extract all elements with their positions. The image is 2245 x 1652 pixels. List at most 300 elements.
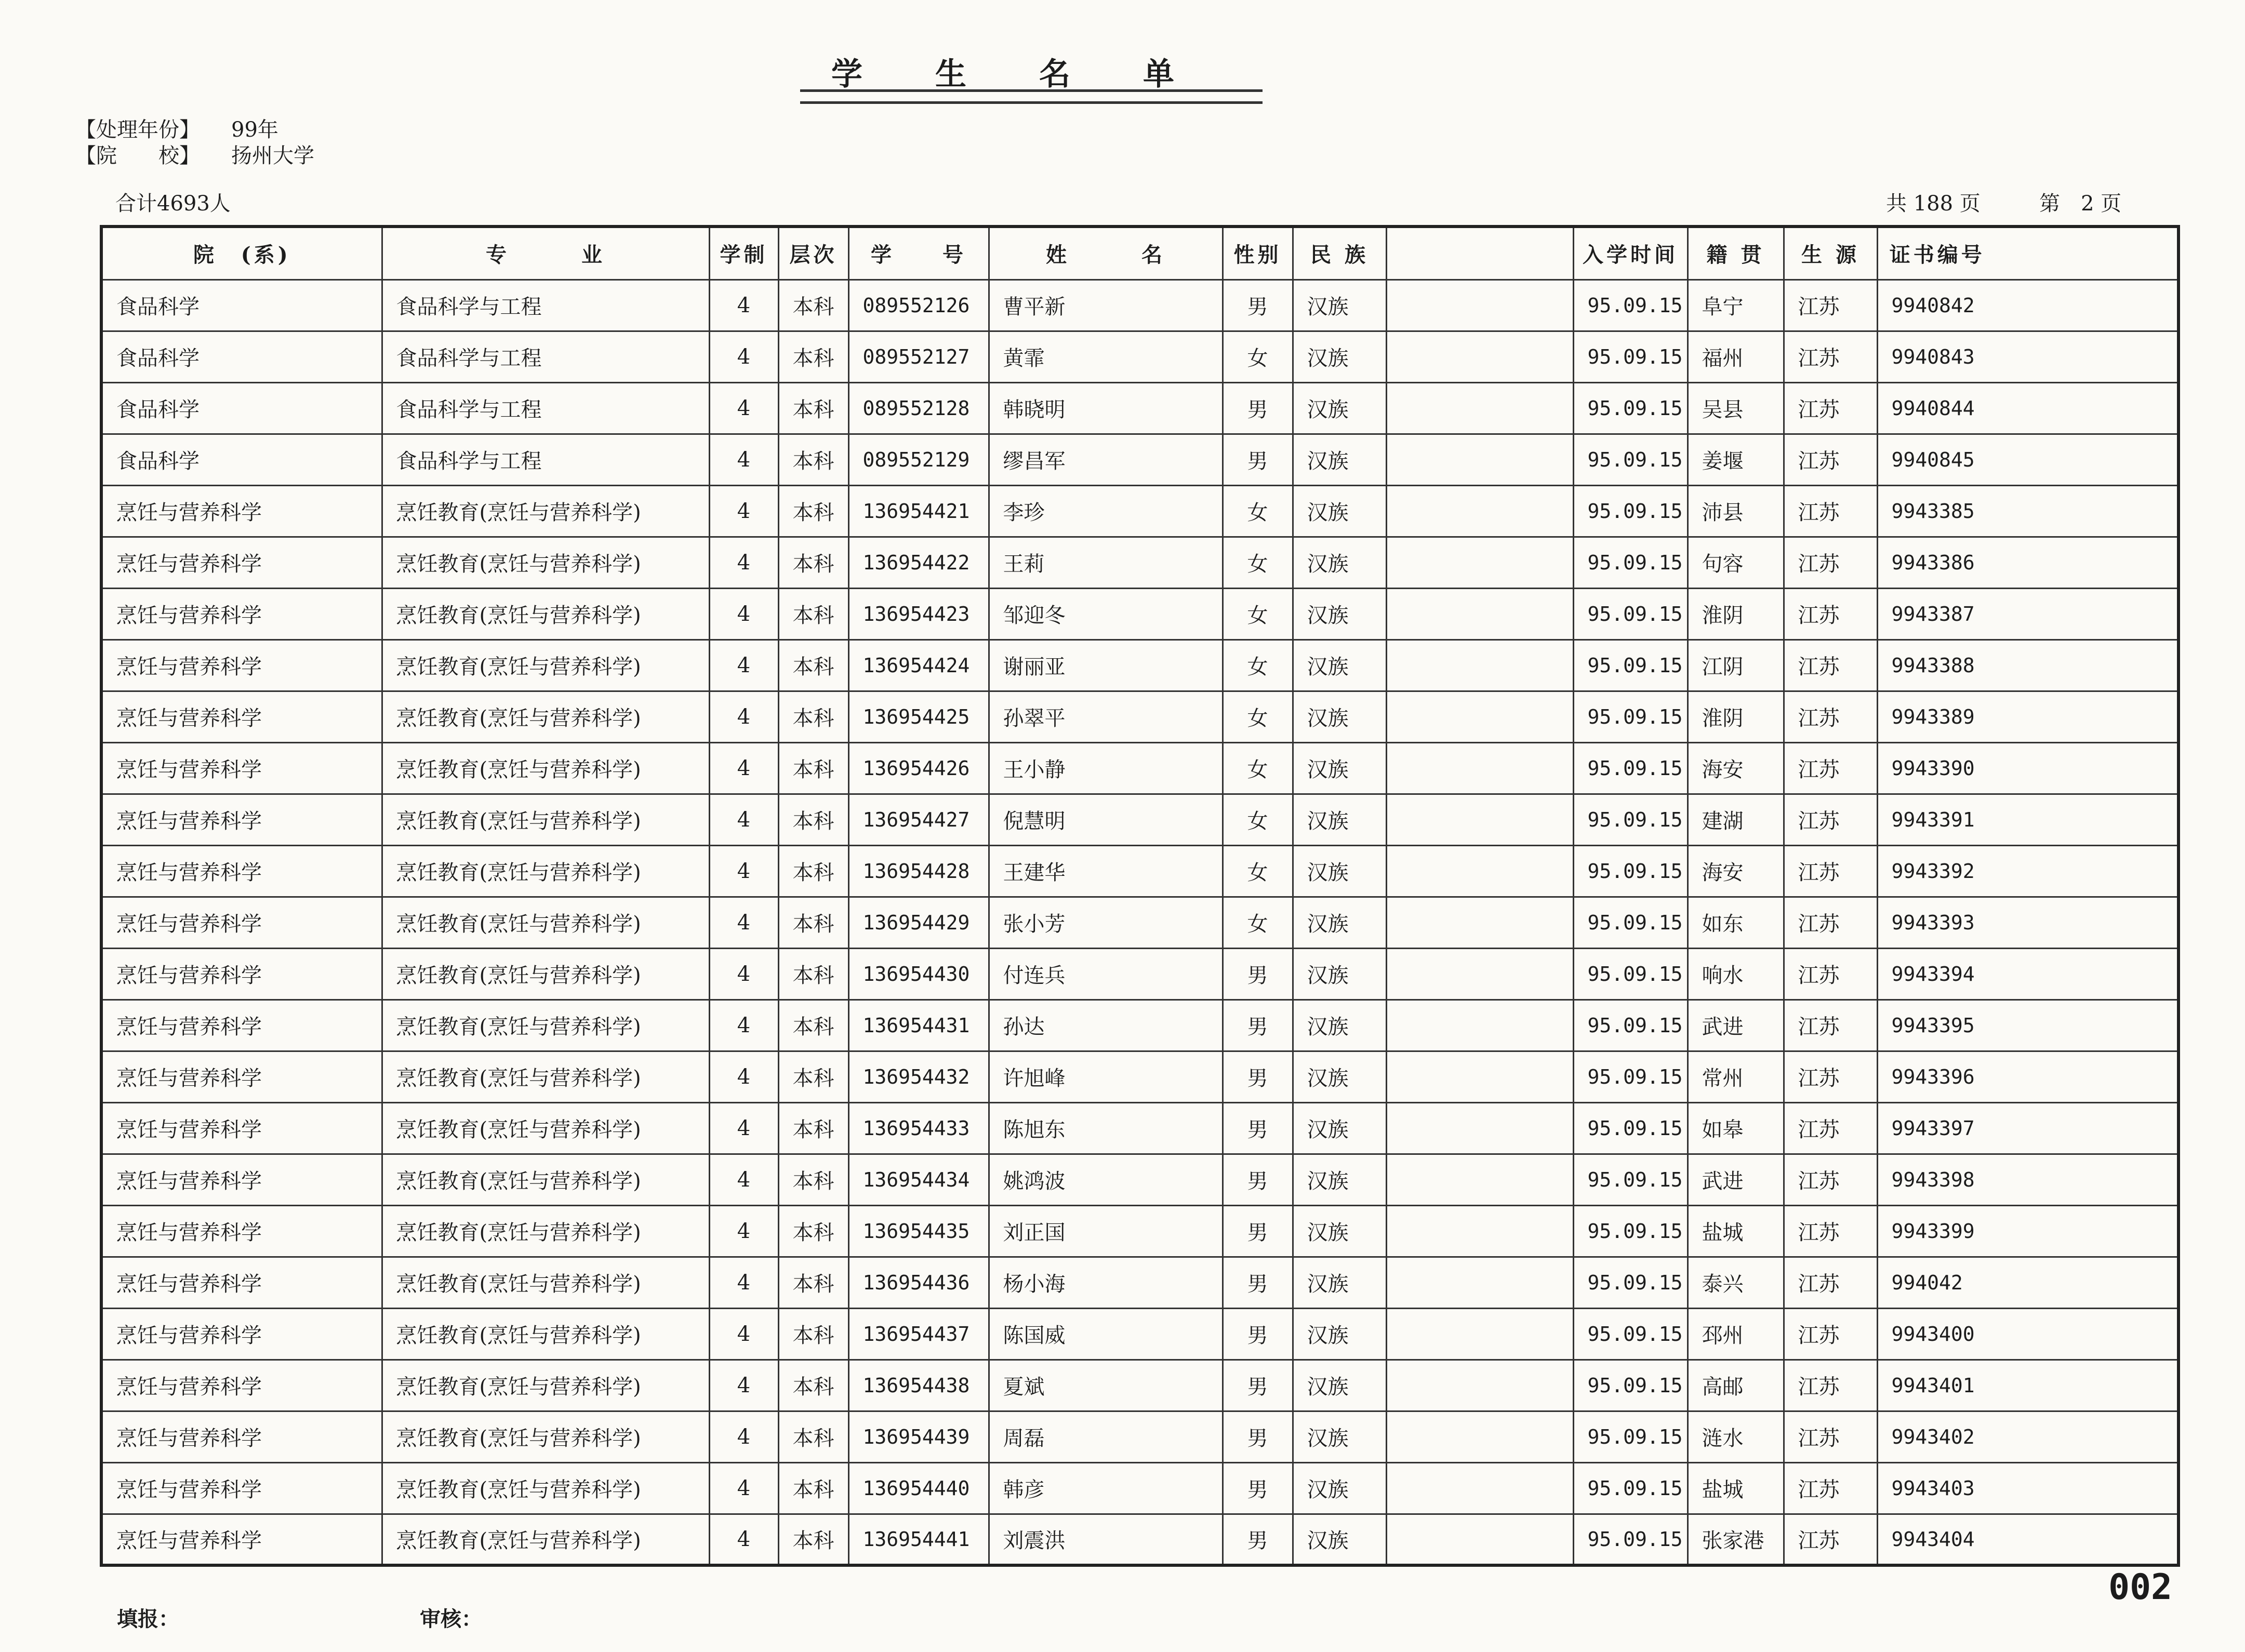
- cell-blank: [1386, 434, 1573, 485]
- cell-certificate-no: 9943393: [1877, 897, 1997, 948]
- cell-blank: [1386, 1154, 1573, 1205]
- cell-gender: 女: [1223, 640, 1293, 691]
- cell-blank: [1386, 331, 1573, 382]
- cell-origin: 江苏: [1784, 1360, 1877, 1411]
- school-label: 【院 校】: [75, 144, 200, 168]
- cell-level: 本科: [778, 1360, 848, 1411]
- table-row: [101, 434, 2178, 485]
- cell-enroll-date: 95.09.15: [1573, 742, 1688, 794]
- cell-blank: [1386, 485, 1573, 537]
- cell-ethnicity: 汉族: [1293, 845, 1386, 897]
- cell-enroll-date: 95.09.15: [1573, 1102, 1688, 1154]
- cell-native-place: 泰兴: [1688, 1257, 1784, 1308]
- cell-ethnicity: 汉族: [1293, 640, 1386, 691]
- cell-department: 烹饪与营养科学: [101, 691, 382, 742]
- cell-enroll-date: 95.09.15: [1573, 485, 1688, 537]
- cell-native-place: 建湖: [1688, 794, 1784, 845]
- cell-student-id: 136954434: [848, 1154, 989, 1205]
- cell-enroll-date: 95.09.15: [1573, 1308, 1688, 1360]
- cell-gender: 女: [1223, 897, 1293, 948]
- cell-department: 烹饪与营养科学: [101, 1051, 382, 1102]
- cell-student-id: 136954423: [848, 588, 989, 640]
- cell-origin: 江苏: [1784, 640, 1877, 691]
- cell-level: 本科: [778, 640, 848, 691]
- table-row: [101, 742, 2178, 794]
- cell-gender: 女: [1223, 794, 1293, 845]
- cell-name: 许旭峰: [989, 1051, 1223, 1102]
- cell-student-id: 136954436: [848, 1257, 989, 1308]
- cell-major: 烹饪教育(烹饪与营养科学): [382, 1360, 709, 1411]
- cell-enroll-date: 95.09.15: [1573, 1411, 1688, 1462]
- cell-certificate-no: 9943400: [1877, 1308, 1997, 1360]
- cell-filler: [1997, 382, 2178, 434]
- table-row: [101, 845, 2178, 897]
- cell-ethnicity: 汉族: [1293, 1051, 1386, 1102]
- cell-level: 本科: [778, 897, 848, 948]
- cell-native-place: 句容: [1688, 537, 1784, 588]
- cell-name: 李珍: [989, 485, 1223, 537]
- cell-name: 韩彦: [989, 1462, 1223, 1514]
- cell-origin: 江苏: [1784, 279, 1877, 331]
- cell-gender: 女: [1223, 537, 1293, 588]
- cell-filler: [1997, 1051, 2178, 1102]
- cell-name: 曹平新: [989, 279, 1223, 331]
- cell-name: 孙达: [989, 1000, 1223, 1051]
- cell-gender: 男: [1223, 1308, 1293, 1360]
- cell-blank: [1386, 1514, 1573, 1565]
- table-row: [101, 485, 2178, 537]
- cell-student-id: 089552129: [848, 434, 989, 485]
- cell-level: 本科: [778, 948, 848, 1000]
- cell-student-id: 136954438: [848, 1360, 989, 1411]
- cell-gender: 男: [1223, 1154, 1293, 1205]
- cell-duration: 4: [709, 897, 778, 948]
- cell-major: 食品科学与工程: [382, 279, 709, 331]
- table-row: [101, 331, 2178, 382]
- cell-origin: 江苏: [1784, 1257, 1877, 1308]
- cell-blank: [1386, 1257, 1573, 1308]
- cell-enroll-date: 95.09.15: [1573, 331, 1688, 382]
- cell-name: 陈旭东: [989, 1102, 1223, 1154]
- cell-duration: 4: [709, 1257, 778, 1308]
- cell-level: 本科: [778, 588, 848, 640]
- cell-blank: [1386, 948, 1573, 1000]
- cell-department: 烹饪与营养科学: [101, 1000, 382, 1051]
- cell-native-place: 武进: [1688, 1000, 1784, 1051]
- cell-student-id: 136954431: [848, 1000, 989, 1051]
- cell-duration: 4: [709, 1205, 778, 1257]
- cell-certificate-no: 9943396: [1877, 1051, 1997, 1102]
- school-value: 扬州大学: [231, 144, 314, 168]
- cell-filler: [1997, 537, 2178, 588]
- cell-major: 烹饪教育(烹饪与营养科学): [382, 897, 709, 948]
- header-gender: 性别: [1223, 227, 1293, 279]
- cell-origin: 江苏: [1784, 691, 1877, 742]
- cell-ethnicity: 汉族: [1293, 1205, 1386, 1257]
- table-row: [101, 794, 2178, 845]
- cell-certificate-no: 9943403: [1877, 1462, 1997, 1514]
- cell-native-place: 阜宁: [1688, 279, 1784, 331]
- cell-student-id: 136954425: [848, 691, 989, 742]
- cell-major: 烹饪教育(烹饪与营养科学): [382, 485, 709, 537]
- cell-blank: [1386, 897, 1573, 948]
- cell-gender: 男: [1223, 1411, 1293, 1462]
- cell-major: 烹饪教育(烹饪与营养科学): [382, 845, 709, 897]
- cell-ethnicity: 汉族: [1293, 279, 1386, 331]
- header-origin: 生 源: [1784, 227, 1877, 279]
- table-row: [101, 948, 2178, 1000]
- cell-student-id: 136954435: [848, 1205, 989, 1257]
- cell-duration: 4: [709, 588, 778, 640]
- table-header-row: [101, 227, 2178, 279]
- header-ethnicity: 民 族: [1293, 227, 1386, 279]
- header-department: 院 (系): [101, 227, 382, 279]
- cell-origin: 江苏: [1784, 588, 1877, 640]
- cell-enroll-date: 95.09.15: [1573, 1514, 1688, 1565]
- cell-department: 烹饪与营养科学: [101, 1102, 382, 1154]
- table-row: [101, 1154, 2178, 1205]
- year-label: 【处理年份】: [75, 118, 200, 142]
- cell-gender: 男: [1223, 279, 1293, 331]
- cell-level: 本科: [778, 1462, 848, 1514]
- cell-filler: [1997, 742, 2178, 794]
- cell-native-place: 涟水: [1688, 1411, 1784, 1462]
- table-row: [101, 691, 2178, 742]
- cell-filler: [1997, 331, 2178, 382]
- cell-certificate-no: 9940845: [1877, 434, 1997, 485]
- cell-level: 本科: [778, 1205, 848, 1257]
- cell-student-id: 136954428: [848, 845, 989, 897]
- cell-filler: [1997, 1308, 2178, 1360]
- cell-native-place: 张家港: [1688, 1514, 1784, 1565]
- cell-certificate-no: 9943387: [1877, 588, 1997, 640]
- cell-department: 食品科学: [101, 382, 382, 434]
- cell-enroll-date: 95.09.15: [1573, 1051, 1688, 1102]
- cell-level: 本科: [778, 1257, 848, 1308]
- cell-certificate-no: 9943388: [1877, 640, 1997, 691]
- cell-name: 陈国威: [989, 1308, 1223, 1360]
- cell-student-id: 136954437: [848, 1308, 989, 1360]
- cell-gender: 男: [1223, 1257, 1293, 1308]
- cell-student-id: 136954441: [848, 1514, 989, 1565]
- cell-duration: 4: [709, 1360, 778, 1411]
- cell-native-place: 盐城: [1688, 1205, 1784, 1257]
- cell-name: 谢丽亚: [989, 640, 1223, 691]
- cell-department: 烹饪与营养科学: [101, 845, 382, 897]
- page-number: 002: [2108, 1567, 2172, 1608]
- total-count: 合计4693人: [115, 192, 231, 216]
- table-row: [101, 1462, 2178, 1514]
- cell-gender: 女: [1223, 742, 1293, 794]
- cell-blank: [1386, 1205, 1573, 1257]
- cell-certificate-no: 9943398: [1877, 1154, 1997, 1205]
- cell-student-id: 136954439: [848, 1411, 989, 1462]
- cell-gender: 女: [1223, 331, 1293, 382]
- cell-name: 夏斌: [989, 1360, 1223, 1411]
- cell-name: 周磊: [989, 1411, 1223, 1462]
- cell-certificate-no: 9943395: [1877, 1000, 1997, 1051]
- cell-name: 张小芳: [989, 897, 1223, 948]
- cell-enroll-date: 95.09.15: [1573, 948, 1688, 1000]
- cell-filler: [1997, 485, 2178, 537]
- cell-level: 本科: [778, 1102, 848, 1154]
- cell-origin: 江苏: [1784, 485, 1877, 537]
- cell-origin: 江苏: [1784, 1102, 1877, 1154]
- cell-blank: [1386, 1411, 1573, 1462]
- cell-certificate-no: 9940843: [1877, 331, 1997, 382]
- cell-ethnicity: 汉族: [1293, 537, 1386, 588]
- cell-certificate-no: 9943404: [1877, 1514, 1997, 1565]
- cell-name: 付连兵: [989, 948, 1223, 1000]
- cell-native-place: 福州: [1688, 331, 1784, 382]
- table-row: [101, 1308, 2178, 1360]
- cell-native-place: 如东: [1688, 897, 1784, 948]
- table-row: [101, 897, 2178, 948]
- student-roster-table: [100, 225, 2180, 1567]
- cell-native-place: 响水: [1688, 948, 1784, 1000]
- cell-major: 烹饪教育(烹饪与营养科学): [382, 1051, 709, 1102]
- cell-duration: 4: [709, 1462, 778, 1514]
- cell-major: 食品科学与工程: [382, 434, 709, 485]
- cell-major: 食品科学与工程: [382, 382, 709, 434]
- cell-origin: 江苏: [1784, 1411, 1877, 1462]
- cell-enroll-date: 95.09.15: [1573, 1205, 1688, 1257]
- cell-ethnicity: 汉族: [1293, 897, 1386, 948]
- cell-student-id: 136954422: [848, 537, 989, 588]
- cell-enroll-date: 95.09.15: [1573, 1360, 1688, 1411]
- cell-duration: 4: [709, 948, 778, 1000]
- cell-ethnicity: 汉族: [1293, 1102, 1386, 1154]
- cell-gender: 女: [1223, 691, 1293, 742]
- cell-major: 烹饪教育(烹饪与营养科学): [382, 1308, 709, 1360]
- header-student-id: 学 号: [848, 227, 989, 279]
- cell-ethnicity: 汉族: [1293, 1000, 1386, 1051]
- cell-gender: 男: [1223, 1000, 1293, 1051]
- cell-name: 刘正国: [989, 1205, 1223, 1257]
- cell-duration: 4: [709, 794, 778, 845]
- cell-major: 烹饪教育(烹饪与营养科学): [382, 1514, 709, 1565]
- cell-major: 烹饪教育(烹饪与营养科学): [382, 588, 709, 640]
- cell-origin: 江苏: [1784, 742, 1877, 794]
- cell-student-id: 136954424: [848, 640, 989, 691]
- cell-enroll-date: 95.09.15: [1573, 794, 1688, 845]
- cell-blank: [1386, 382, 1573, 434]
- cell-level: 本科: [778, 691, 848, 742]
- cell-origin: 江苏: [1784, 845, 1877, 897]
- cell-blank: [1386, 640, 1573, 691]
- cell-department: 烹饪与营养科学: [101, 640, 382, 691]
- cell-blank: [1386, 845, 1573, 897]
- cell-level: 本科: [778, 1154, 848, 1205]
- cell-duration: 4: [709, 1308, 778, 1360]
- cell-major: 烹饪教育(烹饪与营养科学): [382, 640, 709, 691]
- cell-ethnicity: 汉族: [1293, 1514, 1386, 1565]
- cell-level: 本科: [778, 1411, 848, 1462]
- header-blank: [1386, 227, 1573, 279]
- cell-ethnicity: 汉族: [1293, 948, 1386, 1000]
- cell-origin: 江苏: [1784, 331, 1877, 382]
- table-row: [101, 588, 2178, 640]
- title-double-rule: [800, 89, 1263, 104]
- cell-major: 烹饪教育(烹饪与营养科学): [382, 948, 709, 1000]
- cell-department: 烹饪与营养科学: [101, 794, 382, 845]
- cell-student-id: 136954440: [848, 1462, 989, 1514]
- cell-ethnicity: 汉族: [1293, 691, 1386, 742]
- cell-level: 本科: [778, 485, 848, 537]
- cell-certificate-no: 9943389: [1877, 691, 1997, 742]
- cell-level: 本科: [778, 537, 848, 588]
- cell-department: 烹饪与营养科学: [101, 1360, 382, 1411]
- cell-enroll-date: 95.09.15: [1573, 279, 1688, 331]
- cell-student-id: 136954432: [848, 1051, 989, 1102]
- cell-ethnicity: 汉族: [1293, 434, 1386, 485]
- cell-student-id: 136954427: [848, 794, 989, 845]
- cell-duration: 4: [709, 1000, 778, 1051]
- cell-enroll-date: 95.09.15: [1573, 588, 1688, 640]
- cell-filler: [1997, 1514, 2178, 1565]
- cell-native-place: 邳州: [1688, 1308, 1784, 1360]
- cell-department: 食品科学: [101, 279, 382, 331]
- cell-name: 韩晓明: [989, 382, 1223, 434]
- cell-enroll-date: 95.09.15: [1573, 537, 1688, 588]
- cell-ethnicity: 汉族: [1293, 1462, 1386, 1514]
- cell-filler: [1997, 1360, 2178, 1411]
- cell-filler: [1997, 948, 2178, 1000]
- cell-name: 倪慧明: [989, 794, 1223, 845]
- cell-major: 烹饪教育(烹饪与营养科学): [382, 1102, 709, 1154]
- cell-origin: 江苏: [1784, 794, 1877, 845]
- cell-name: 杨小海: [989, 1257, 1223, 1308]
- cell-certificate-no: 9940842: [1877, 279, 1997, 331]
- cell-student-id: 136954426: [848, 742, 989, 794]
- cell-duration: 4: [709, 742, 778, 794]
- cell-filler: [1997, 794, 2178, 845]
- cell-certificate-no: 9943385: [1877, 485, 1997, 537]
- cell-major: 烹饪教育(烹饪与营养科学): [382, 1257, 709, 1308]
- cell-major: 烹饪教育(烹饪与营养科学): [382, 1000, 709, 1051]
- cell-ethnicity: 汉族: [1293, 331, 1386, 382]
- cell-level: 本科: [778, 742, 848, 794]
- header-enroll-date: 入学时间: [1573, 227, 1688, 279]
- table-row: [101, 1360, 2178, 1411]
- table-row: [101, 1411, 2178, 1462]
- cell-duration: 4: [709, 691, 778, 742]
- cell-origin: 江苏: [1784, 382, 1877, 434]
- cell-enroll-date: 95.09.15: [1573, 1000, 1688, 1051]
- cell-level: 本科: [778, 1051, 848, 1102]
- cell-filler: [1997, 1154, 2178, 1205]
- cell-duration: 4: [709, 1154, 778, 1205]
- cell-enroll-date: 95.09.15: [1573, 1462, 1688, 1514]
- header-major: 专 业: [382, 227, 709, 279]
- cell-certificate-no: 9943399: [1877, 1205, 1997, 1257]
- cell-level: 本科: [778, 794, 848, 845]
- cell-duration: 4: [709, 845, 778, 897]
- cell-certificate-no: 9940844: [1877, 382, 1997, 434]
- cell-certificate-no: 9943391: [1877, 794, 1997, 845]
- cell-gender: 男: [1223, 382, 1293, 434]
- cell-name: 黄霏: [989, 331, 1223, 382]
- cell-certificate-no: 994042: [1877, 1257, 1997, 1308]
- cell-duration: 4: [709, 382, 778, 434]
- cell-duration: 4: [709, 537, 778, 588]
- cell-blank: [1386, 1308, 1573, 1360]
- cell-name: 王小静: [989, 742, 1223, 794]
- cell-student-id: 089552126: [848, 279, 989, 331]
- cell-gender: 女: [1223, 485, 1293, 537]
- cell-certificate-no: 9943394: [1877, 948, 1997, 1000]
- cell-native-place: 海安: [1688, 845, 1784, 897]
- cell-blank: [1386, 1462, 1573, 1514]
- cell-origin: 江苏: [1784, 1205, 1877, 1257]
- cell-major: 烹饪教育(烹饪与营养科学): [382, 1154, 709, 1205]
- cell-duration: 4: [709, 279, 778, 331]
- cell-duration: 4: [709, 434, 778, 485]
- cell-gender: 男: [1223, 1360, 1293, 1411]
- school-line: [75, 139, 314, 169]
- cell-certificate-no: 9943402: [1877, 1411, 1997, 1462]
- header-duration: 学制: [709, 227, 778, 279]
- cell-blank: [1386, 794, 1573, 845]
- cell-blank: [1386, 537, 1573, 588]
- cell-major: 烹饪教育(烹饪与营养科学): [382, 742, 709, 794]
- cell-major: 烹饪教育(烹饪与营养科学): [382, 537, 709, 588]
- year-value: 99年: [231, 118, 278, 142]
- cell-major: 烹饪教育(烹饪与营养科学): [382, 1411, 709, 1462]
- cell-native-place: 吴县: [1688, 382, 1784, 434]
- cell-enroll-date: 95.09.15: [1573, 897, 1688, 948]
- cell-duration: 4: [709, 485, 778, 537]
- cell-enroll-date: 95.09.15: [1573, 1257, 1688, 1308]
- cell-student-id: 089552127: [848, 331, 989, 382]
- header-native-place: 籍 贯: [1688, 227, 1784, 279]
- cell-certificate-no: 9943390: [1877, 742, 1997, 794]
- cell-enroll-date: 95.09.15: [1573, 434, 1688, 485]
- cell-native-place: 姜堰: [1688, 434, 1784, 485]
- cell-student-id: 136954421: [848, 485, 989, 537]
- cell-student-id: 136954429: [848, 897, 989, 948]
- cell-blank: [1386, 279, 1573, 331]
- cell-duration: 4: [709, 1102, 778, 1154]
- table-row: [101, 1257, 2178, 1308]
- cell-student-id: 136954433: [848, 1102, 989, 1154]
- cell-department: 烹饪与营养科学: [101, 1205, 382, 1257]
- cell-ethnicity: 汉族: [1293, 382, 1386, 434]
- cell-origin: 江苏: [1784, 1154, 1877, 1205]
- cell-ethnicity: 汉族: [1293, 1308, 1386, 1360]
- table-row: [101, 382, 2178, 434]
- cell-level: 本科: [778, 1514, 848, 1565]
- cell-filler: [1997, 1205, 2178, 1257]
- cell-origin: 江苏: [1784, 1308, 1877, 1360]
- cell-native-place: 海安: [1688, 742, 1784, 794]
- cell-level: 本科: [778, 1308, 848, 1360]
- cell-major: 烹饪教育(烹饪与营养科学): [382, 1205, 709, 1257]
- cell-department: 烹饪与营养科学: [101, 1462, 382, 1514]
- cell-filler: [1997, 1462, 2178, 1514]
- cell-blank: [1386, 588, 1573, 640]
- reviewer-label: 审核：: [420, 1607, 482, 1631]
- cell-native-place: 高邮: [1688, 1360, 1784, 1411]
- cell-filler: [1997, 1000, 2178, 1051]
- cell-ethnicity: 汉族: [1293, 1154, 1386, 1205]
- cell-department: 烹饪与营养科学: [101, 897, 382, 948]
- cell-major: 烹饪教育(烹饪与营养科学): [382, 794, 709, 845]
- cell-filler: [1997, 1102, 2178, 1154]
- cell-origin: 江苏: [1784, 897, 1877, 948]
- cell-ethnicity: 汉族: [1293, 1411, 1386, 1462]
- cell-origin: 江苏: [1784, 1514, 1877, 1565]
